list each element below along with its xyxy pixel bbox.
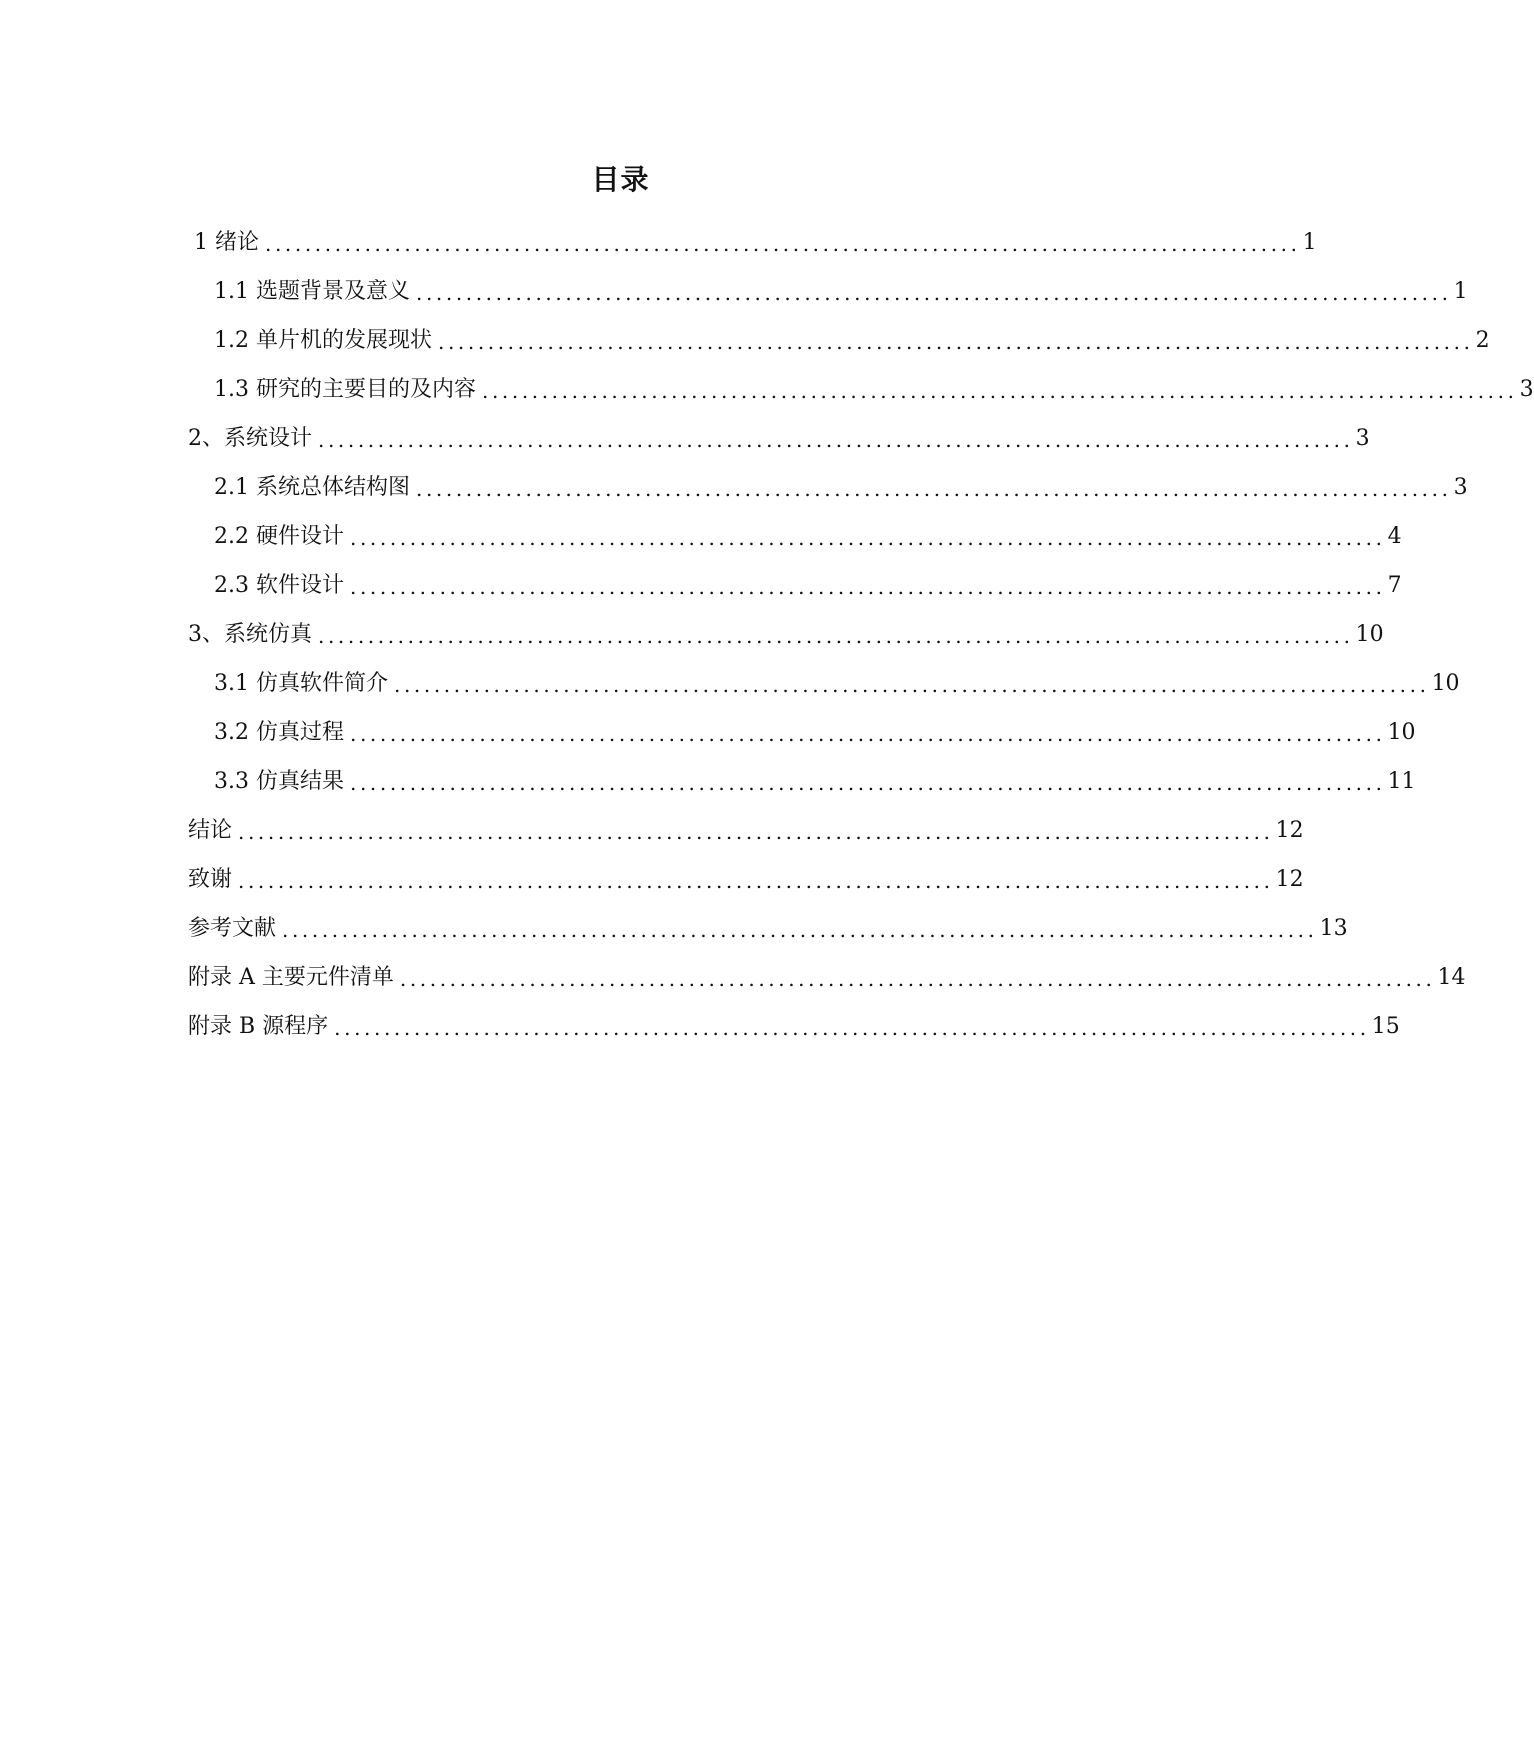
toc-entry <box>188 812 1304 846</box>
toc-leader-dots: ........................................................................................................ <box>265 232 1301 256</box>
toc-entry-label: 1.1 选题背景及意义 <box>214 279 410 304</box>
toc-leader-dots: ........................................................................................................ <box>415 477 1452 501</box>
toc-entry-page: 10 <box>1387 720 1416 745</box>
toc-entry-page: 12 <box>1275 867 1304 892</box>
toc-leader-dots: ........................................................................................................ <box>238 869 1274 893</box>
toc-entry <box>194 224 1317 258</box>
toc-entry-label: 附录 B 源程序 <box>188 1014 329 1039</box>
toc-leader-dots: ........................................................................................................ <box>318 428 1354 452</box>
toc-entry-label: 3.1 仿真软件简介 <box>214 671 388 696</box>
toc-entry <box>188 1008 1400 1042</box>
toc-entry-label: 2.3 软件设计 <box>214 573 344 598</box>
toc-entry-label: 1 绪论 <box>194 230 259 255</box>
toc-leader-dots: ........................................................................................................ <box>481 379 1518 403</box>
toc-entry-page: 3 <box>1519 377 1534 402</box>
toc-entry-label: 3.3 仿真结果 <box>214 769 344 794</box>
toc-entry-page: 3 <box>1355 426 1370 451</box>
toc-entry-label: 参考文献 <box>188 916 277 941</box>
toc-title: 目录 <box>591 163 650 196</box>
toc-entry-page: 10 <box>1431 671 1460 696</box>
toc-entry <box>188 616 1384 650</box>
toc-entry <box>214 714 1416 748</box>
toc-entry-page: 14 <box>1437 965 1466 990</box>
toc-leader-dots: ........................................................................................................ <box>349 722 1386 746</box>
toc-leader-dots: ........................................................................................................ <box>334 1016 1370 1040</box>
toc-entry <box>188 420 1370 454</box>
toc-entry <box>188 910 1348 944</box>
toc-entry-page: 13 <box>1319 916 1348 941</box>
toc-entry-label: 3、系统仿真 <box>188 622 312 647</box>
toc-entry-page: 15 <box>1371 1014 1400 1039</box>
toc-entry <box>188 959 1466 993</box>
toc-leader-dots: ........................................................................................................ <box>238 820 1274 844</box>
toc-entry <box>214 469 1468 503</box>
toc-entry <box>214 763 1416 797</box>
toc-entry-label: 2.2 硬件设计 <box>214 524 344 549</box>
toc-leader-dots: ........................................................................................................ <box>282 918 1318 942</box>
toc-entry <box>214 322 1490 356</box>
toc-entry <box>214 371 1534 405</box>
toc-entry-label: 附录 A 主要元件清单 <box>188 965 394 990</box>
toc-entry-label: 结论 <box>188 818 233 843</box>
toc-leader-dots: ........................................................................................................ <box>415 281 1452 305</box>
toc-entry-label: 1.3 研究的主要目的及内容 <box>214 377 476 402</box>
toc-leader-dots: ........................................................................................................ <box>318 624 1354 648</box>
toc-entry <box>214 567 1402 601</box>
toc-entry-page: 1 <box>1453 279 1468 304</box>
toc-entry <box>214 273 1468 307</box>
toc-leader-dots: ........................................................................................................ <box>393 673 1430 697</box>
toc-leader-dots: ........................................................................................................ <box>349 771 1386 795</box>
toc-entry-page: 3 <box>1453 475 1468 500</box>
toc-leader-dots: ........................................................................................................ <box>399 967 1436 991</box>
toc-entry-label: 3.2 仿真过程 <box>214 720 344 745</box>
toc-entry <box>188 861 1304 895</box>
toc-entry-page: 4 <box>1387 524 1402 549</box>
toc-entry <box>214 665 1460 699</box>
toc-entry-page: 7 <box>1387 573 1402 598</box>
toc-entry-label: 致谢 <box>188 867 233 892</box>
toc-entry-page: 10 <box>1355 622 1384 647</box>
toc-entry-page: 2 <box>1475 328 1490 353</box>
toc-leader-dots: ........................................................................................................ <box>349 575 1386 599</box>
toc-entry <box>214 518 1402 552</box>
toc-entry-page: 1 <box>1302 230 1317 255</box>
toc-leader-dots: ........................................................................................................ <box>437 330 1474 354</box>
toc-entry-label: 2、系统设计 <box>188 426 312 451</box>
toc-entry-page: 11 <box>1387 769 1416 794</box>
toc-entry-page: 12 <box>1275 818 1304 843</box>
toc-entry-label: 2.1 系统总体结构图 <box>214 475 410 500</box>
toc-entry-label: 1.2 单片机的发展现状 <box>214 328 432 353</box>
toc-leader-dots: ........................................................................................................ <box>349 526 1386 550</box>
